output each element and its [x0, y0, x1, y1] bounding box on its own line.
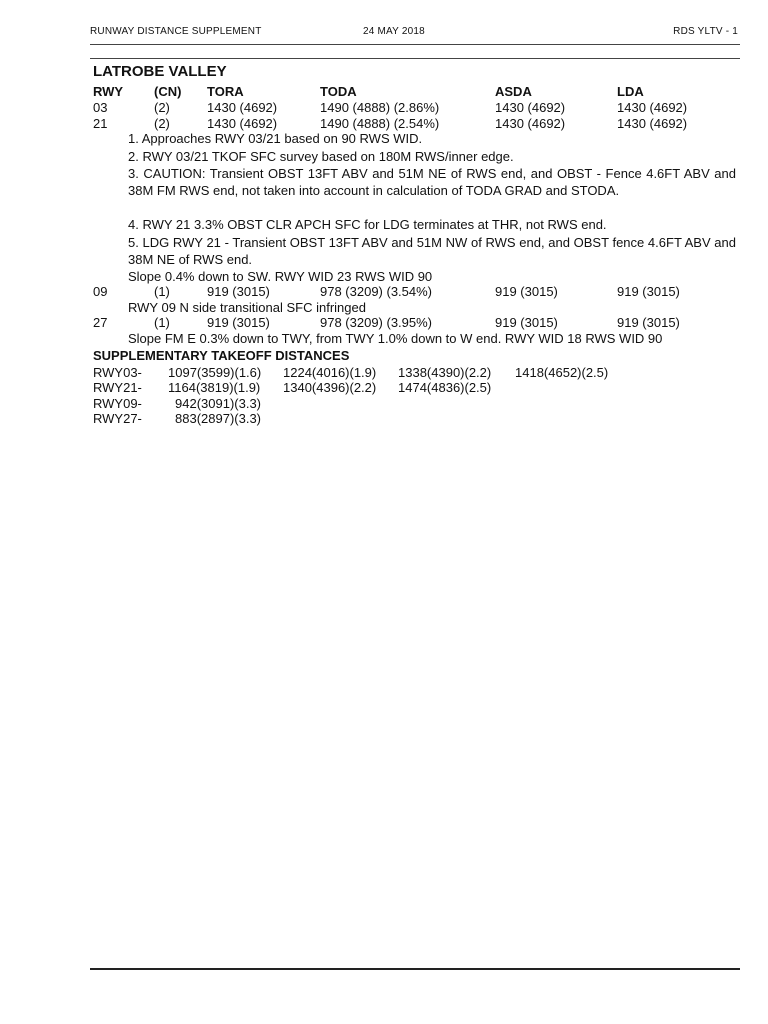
- sup-value: 942(3091)(3.3): [175, 396, 261, 411]
- tora: 919 (3015): [207, 284, 270, 299]
- aerodrome-title: LATROBE VALLEY: [93, 63, 227, 80]
- top-rule: [90, 44, 740, 45]
- note-4: 4. RWY 21 3.3% OBST CLR APCH SFC for LDG terminates at THR, not RWS end.: [128, 217, 607, 232]
- sup-value: 1340(4396)(2.2): [283, 380, 377, 395]
- rwy: 27: [93, 315, 108, 330]
- cn: (1): [154, 284, 170, 299]
- col-toda: TODA: [320, 84, 357, 99]
- asda: 1430 (4692): [495, 116, 566, 131]
- tora: 1430 (4692): [207, 116, 278, 131]
- note-27: Slope FM E 0.3% down to TWY, from TWY 1.0% down to W end. RWY WID 18 RWS WID 90: [128, 331, 663, 346]
- lda: 1430 (4692): [617, 116, 688, 131]
- cn: (1): [154, 315, 170, 330]
- sup-value: 1418(4652)(2.5): [515, 365, 609, 380]
- lda: 919 (3015): [617, 284, 680, 299]
- col-asda: ASDA: [495, 84, 532, 99]
- sup-value: 1097(3599)(1.6): [168, 365, 262, 380]
- runway-row-27: [0, 315, 768, 331]
- col-cn: (CN): [154, 84, 182, 99]
- col-lda: LDA: [617, 84, 644, 99]
- note-2: 2. RWY 03/21 TKOF SFC survey based on 180M RWS/inner edge.: [128, 149, 514, 164]
- bottom-rule: [90, 968, 740, 970]
- sup-value: 1338(4390)(2.2): [398, 365, 492, 380]
- toda: 1490 (4888) (2.54%): [320, 116, 440, 131]
- asda: 1430 (4692): [495, 100, 566, 115]
- rwy: 09: [93, 284, 108, 299]
- col-rwy: RWY: [93, 84, 124, 99]
- toda: 978 (3209) (3.54%): [320, 284, 433, 299]
- sup-rwy: RWY27-: [93, 411, 142, 426]
- sup-value: 1474(4836)(2.5): [398, 380, 492, 395]
- note-1: 1. Approaches RWY 03/21 based on 90 RWS WID.: [128, 131, 423, 146]
- note-5: 5. LDG RWY 21 - Transient OBST 13FT ABV and 51M NW of RWS end, and OBST fence 4.6FT ABV and 38M NE of RWS end.: [128, 235, 736, 267]
- note-slope-03-21: Slope 0.4% down to SW. RWY WID 23 RWS WID 90: [128, 269, 433, 284]
- column-header-row: [0, 84, 768, 100]
- sup-rwy: RWY03-: [93, 365, 142, 380]
- header-date: 24 MAY 2018: [363, 26, 425, 37]
- asda: 919 (3015): [495, 315, 558, 330]
- sup-value: 1164(3819)(1.9): [168, 380, 261, 395]
- note-3: 3. CAUTION: Transient OBST 13FT ABV and 51M NE of RWS end, and OBST - Fence 4.6FT ABV and 38M FM RWS end, not taken into account in calculation of TODA GRAD and STODA.: [128, 166, 736, 198]
- sup-rwy: RWY21-: [93, 380, 142, 395]
- tora: 919 (3015): [207, 315, 270, 330]
- sup-rwy: RWY09-: [93, 396, 142, 411]
- runway-row-09: [0, 284, 768, 300]
- cn: (2): [154, 100, 170, 115]
- header-left: RUNWAY DISTANCE SUPPLEMENT: [90, 26, 262, 37]
- supplementary-row-27: [93, 411, 261, 459]
- header-page-ref: RDS YLTV - 1: [673, 26, 738, 37]
- sup-value: 883(2897)(3.3): [175, 411, 261, 426]
- cn: (2): [154, 116, 170, 131]
- col-tora: TORA: [207, 84, 244, 99]
- rwy: 21: [93, 116, 108, 131]
- lda: 1430 (4692): [617, 100, 688, 115]
- supplementary-title: SUPPLEMENTARY TAKEOFF DISTANCES: [93, 348, 350, 363]
- note-09: RWY 09 N side transitional SFC infringed: [128, 300, 366, 315]
- rwy: 03: [93, 100, 108, 115]
- top-rule-2: [90, 58, 740, 59]
- runway-row-03: [0, 100, 768, 116]
- lda: 919 (3015): [617, 315, 680, 330]
- asda: 919 (3015): [495, 284, 558, 299]
- tora: 1430 (4692): [207, 100, 278, 115]
- sup-value: 1224(4016)(1.9): [283, 365, 377, 380]
- toda: 1490 (4888) (2.86%): [320, 100, 440, 115]
- toda: 978 (3209) (3.95%): [320, 315, 433, 330]
